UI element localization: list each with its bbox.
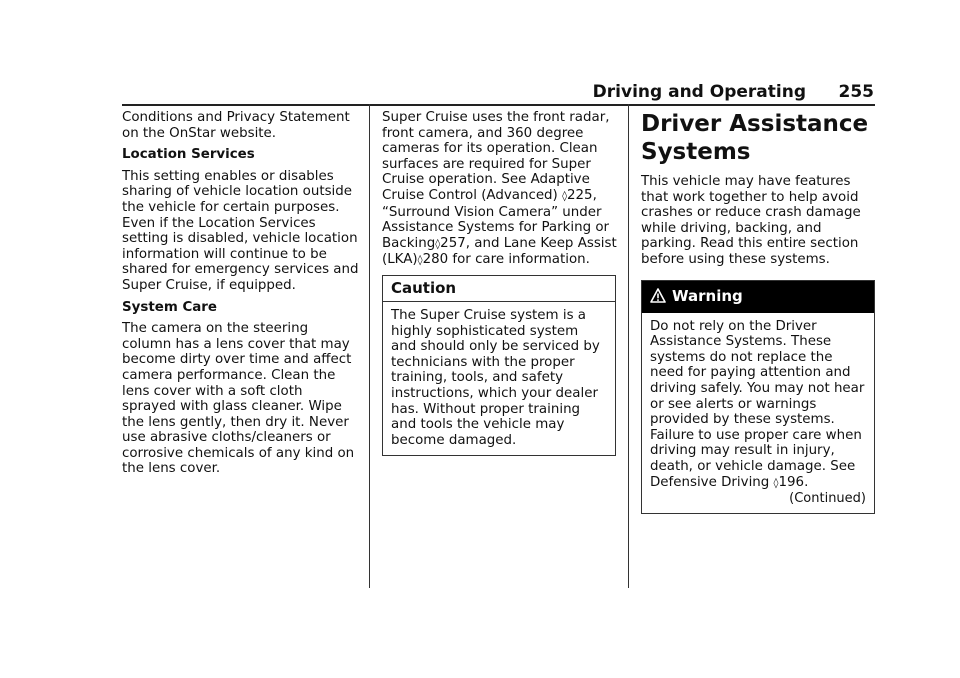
warning-triangle-icon: [650, 288, 666, 309]
column-1: [122, 110, 360, 483]
super-cruise-text-a: Super Cruise uses the front radar, front camera, and 360 degree cameras for its operation. Clean surfaces are required for Super Cruise operation. See Adaptive Cruise Control (Advanced): [382, 110, 610, 203]
driver-assistance-title: Driver Assistance Systems: [641, 111, 869, 165]
super-cruise-text-b: , “Surround Vision Camera” under Assistance Systems for Parking or Backing: [382, 187, 610, 251]
location-services-heading: Location Services: [122, 147, 255, 163]
page-reference-icon: ◊: [435, 238, 441, 250]
header-rule: [122, 104, 875, 106]
super-cruise-paragraph: [382, 110, 618, 269]
caution-title: Caution: [383, 276, 615, 302]
warning-header: [642, 281, 874, 313]
page-link-257[interactable]: 257: [440, 235, 466, 251]
warning-text-end: .: [804, 474, 809, 490]
column-divider-right: [628, 104, 629, 588]
page-reference-icon: ◊: [773, 477, 779, 489]
column-3: [641, 110, 875, 514]
system-care-paragraph: The camera on the steering column has a lens cover that may become dirty over time and affect camera performance. Clean the lens cover with a soft cloth sprayed with glass cleaner. Wipe the lens gently, then dry it. Never use abrasive cloths/cleaners or corrosive chemicals of any kind on the lens cover.: [122, 321, 355, 477]
warning-title: Warning: [672, 286, 743, 305]
caution-box: [382, 275, 616, 456]
header-section-title: Driving and Operating: [592, 82, 806, 102]
page-link-280[interactable]: 280: [422, 252, 449, 268]
page-link-225[interactable]: 225: [567, 187, 593, 203]
super-cruise-text-c: , and Lane Keep Assist (LKA): [382, 235, 617, 268]
page-number: 255: [838, 82, 874, 102]
page-reference-icon: ◊: [562, 190, 568, 202]
system-care-heading: System Care: [122, 299, 217, 315]
column-divider-left: [369, 104, 370, 588]
driver-assistance-intro: This vehicle may have features that work together to help avoid crashes or reduce crash damage while driving, backing, and parking. Read this entire section before using these systems.: [641, 174, 861, 267]
caution-text: The Super Cruise system is a highly sophisticated system and should only be serviced by technicians with the proper training, tools, and safety instructions, which your dealer has. Without proper training and tools the vehicle may become damaged.: [391, 307, 600, 448]
page-reference-icon: ◊: [417, 255, 423, 267]
warning-text-main: Do not rely on the Driver Assistance Systems. These systems do not replace the need for paying attention and driving safely. You may not hear or see alerts or warnings provided by these systems. Failure to use proper care when driving may result in injury, death, or vehicle damage. See Defensive Driving: [650, 318, 865, 490]
column-2: [382, 110, 618, 456]
intro-paragraph: Conditions and Privacy Statement on the OnStar website.: [122, 110, 350, 141]
continued-label: (Continued): [789, 491, 866, 507]
page-link-196[interactable]: 196: [778, 474, 805, 490]
location-services-paragraph: This setting enables or disables sharing of vehicle location outside the vehicle for certain purposes. Even if the Location Services setting is disabled, vehicle location information will continue to be shared for emergency services and Super Cruise, if equipped.: [122, 168, 359, 293]
warning-box: [641, 280, 875, 515]
warning-text: [650, 319, 866, 492]
warning-body: [642, 313, 874, 514]
super-cruise-text-d: for care information.: [448, 252, 590, 268]
